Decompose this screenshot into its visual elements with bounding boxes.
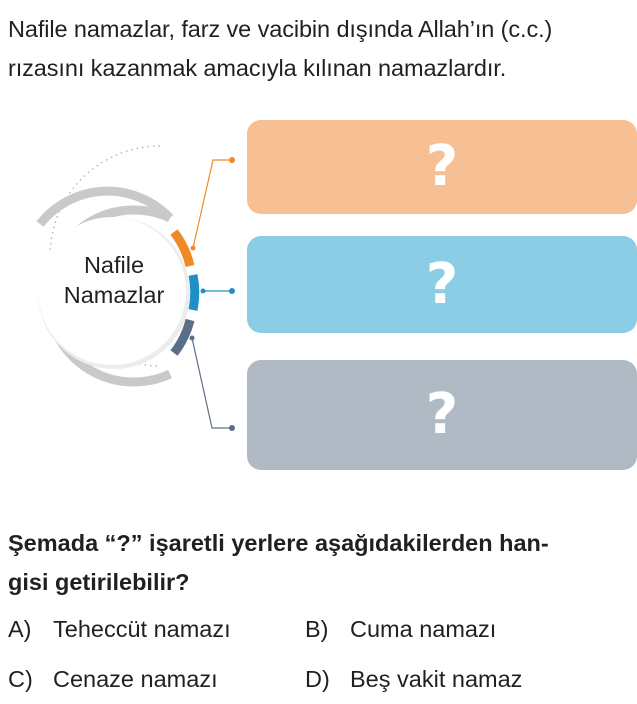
answer-box-blue <box>247 236 637 333</box>
option-a-text: Teheccüt namazı <box>53 616 231 642</box>
nafile-diagram <box>0 110 637 480</box>
question-line-2: gisi getirilebilir? <box>8 569 190 595</box>
option-b[interactable] <box>305 614 496 644</box>
orange-connector-dot <box>229 157 235 163</box>
option-b-text: Cuma namazı <box>350 616 497 642</box>
question-text <box>8 524 636 602</box>
intro-text <box>8 10 636 88</box>
option-c-letter: C) <box>8 666 33 692</box>
option-a[interactable] <box>8 614 231 644</box>
intro-line-1: Nafile namazlar, farz ve vacibin dışında Allah’ın (c.c.) <box>8 16 553 42</box>
question-mark-3: ? <box>425 382 459 447</box>
answer-box-gray <box>247 360 637 470</box>
center-label <box>44 250 184 310</box>
question-line-1: Şemada “?” işaretli yerlere aşağıdakilerden han- <box>8 530 549 556</box>
blue-connector-start <box>201 289 206 294</box>
intro-line-2: rızasını kazanmak amacıyla kılınan namazlardır. <box>8 55 507 81</box>
center-label-line-2: Namazlar <box>63 282 165 308</box>
option-a-letter: A) <box>8 616 32 642</box>
blue-arc-segment <box>193 275 195 310</box>
option-c[interactable] <box>8 664 218 694</box>
orange-connector <box>193 160 232 248</box>
question-mark-2: ? <box>425 251 459 317</box>
slate-connector <box>192 338 232 428</box>
question-mark-1: ? <box>425 134 459 199</box>
option-d[interactable] <box>305 664 522 694</box>
option-c-text: Cenaze namazı <box>53 666 218 692</box>
center-label-line-1: Nafile <box>83 252 145 278</box>
answer-box-orange <box>247 120 637 214</box>
option-b-letter: B) <box>305 616 329 642</box>
slate-connector-dot <box>229 425 235 431</box>
orange-connector-start <box>191 246 196 251</box>
slate-connector-start <box>190 336 195 341</box>
option-d-text: Beş vakit namaz <box>350 666 523 692</box>
option-d-letter: D) <box>305 666 330 692</box>
blue-connector-dot <box>229 288 235 294</box>
